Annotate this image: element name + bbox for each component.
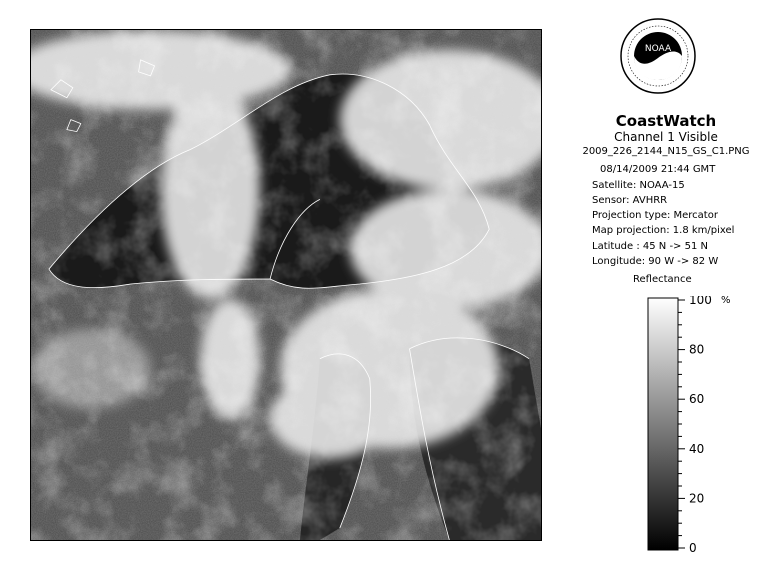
- satellite-image: [30, 29, 542, 541]
- latitude-label: Latitude : 45 N -> 51 N: [592, 241, 708, 252]
- product-title: CoastWatch: [615, 112, 717, 130]
- noaa-logo-icon: [620, 18, 696, 94]
- legend-tick-label: 60: [689, 392, 705, 407]
- legend-tick-label: 80: [689, 342, 705, 357]
- projection-type-label: Projection type: Mercator: [592, 210, 718, 221]
- longitude-label: Longitude: 90 W -> 82 W: [592, 256, 719, 267]
- filename-label: 2009_226_2144_N15_GS_C1.PNG: [582, 146, 750, 157]
- legend-tick-label: 40: [689, 441, 705, 456]
- reflectance-legend: [645, 296, 745, 552]
- channel-label: Channel 1 Visible: [614, 130, 718, 144]
- satellite-label: Satellite: NOAA-15: [592, 180, 685, 191]
- legend-tick-label: 100: [689, 296, 712, 307]
- legend-gradient-bar: [648, 298, 678, 550]
- legend-title: Reflectance: [633, 274, 692, 285]
- legend-unit: %: [721, 296, 731, 306]
- noaa-logo-text: NOAA: [644, 44, 672, 54]
- legend-tick-label: 0: [689, 541, 697, 552]
- legend-tick-label: 20: [689, 491, 705, 506]
- legend-ticks: [678, 296, 712, 552]
- datetime-label: 08/14/2009 21:44 GMT: [600, 164, 716, 175]
- map-projection-label: Map projection: 1.8 km/pixel: [592, 225, 735, 236]
- sensor-label: Sensor: AVHRR: [592, 195, 668, 206]
